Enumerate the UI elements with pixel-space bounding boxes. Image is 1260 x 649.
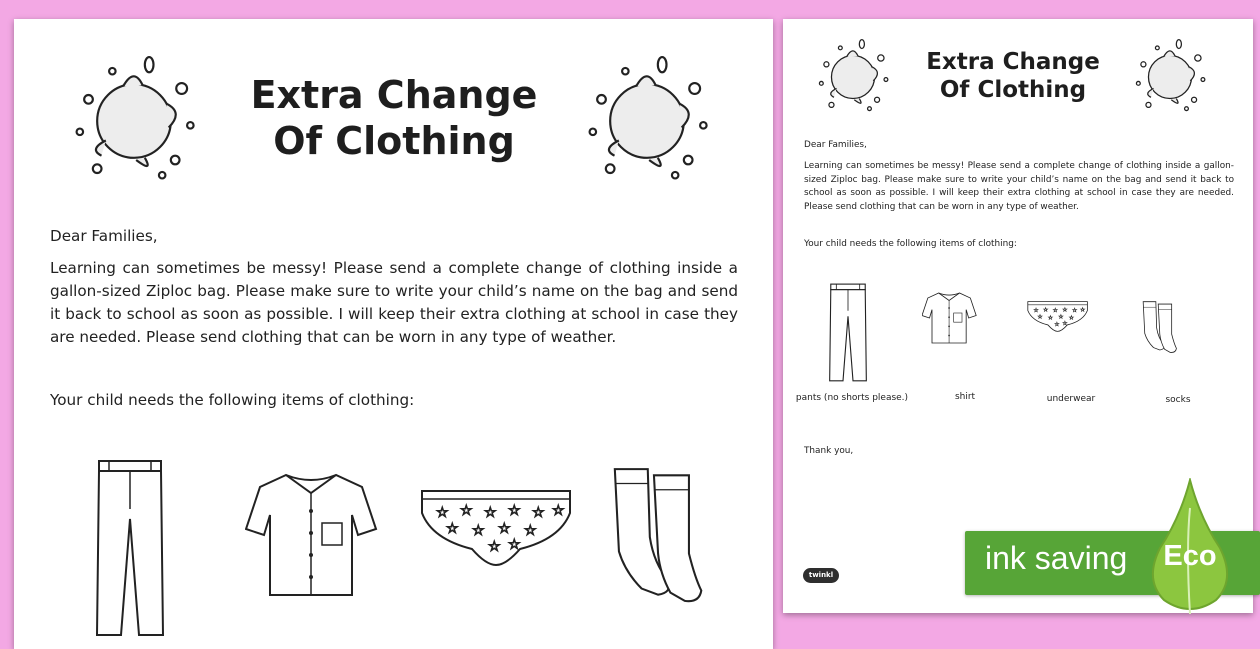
greeting: Dear Families,: [804, 140, 867, 150]
title-line-2: Of Clothing: [273, 119, 515, 164]
underwear-icon: [1027, 300, 1089, 333]
title-line-1: Extra Change: [926, 49, 1100, 75]
item-label-pants: pants (no shorts please.): [795, 393, 909, 403]
twinkl-logo: twinkl: [803, 568, 839, 583]
socks-icon: [606, 465, 706, 605]
shirt-icon: [922, 291, 977, 345]
greeting: Dear Families,: [50, 227, 158, 245]
needs-line: Your child needs the following items of clothing:: [50, 391, 415, 409]
item-label-shirt: shirt: [954, 392, 976, 402]
paint-splat-icon: [69, 56, 199, 186]
pants-icon: [828, 283, 868, 383]
needs-line: Your child needs the following items of clothing:: [804, 239, 1017, 249]
paint-splat-icon: [815, 39, 891, 115]
eco-label: Eco: [1163, 540, 1217, 572]
title-line-1: Extra Change: [250, 73, 538, 117]
page-title: [893, 48, 1133, 104]
title-line-2: Of Clothing: [939, 77, 1087, 104]
page-title: [214, 72, 574, 165]
paint-splat-icon: [1132, 39, 1208, 115]
pants-icon: [92, 459, 168, 639]
item-label-socks: socks: [1165, 395, 1191, 405]
item-label-underwear: underwear: [1046, 394, 1096, 404]
socks-icon: [1140, 287, 1178, 367]
letter-paragraph: Learning can sometimes be messy! Please send a complete change of clothing inside a gallon-sized Ziploc bag. Please make sure to write your child’s name on the bag and send it back to school as soon as possible. I will keep their extra clothing at school in case they are needed. Please send clothing that can be worn in any type of weather.: [804, 161, 1234, 212]
ink-saving-label: ink saving: [985, 540, 1128, 576]
paint-splat-icon: [582, 56, 712, 186]
underwear-icon: [419, 487, 575, 569]
document-page-zoomed: [14, 19, 773, 649]
closing: Thank you,: [804, 446, 854, 456]
shirt-icon: [245, 471, 379, 599]
letter-paragraph: Learning can sometimes be messy! Please send a complete change of clothing inside a gallon-sized Ziploc bag. Please make sure to write your child’s name on the bag and send it back to school as soon as possible. I will keep their extra clothing at school in case they are needed. Please send clothing that can be worn in any type of weather.: [50, 259, 738, 346]
